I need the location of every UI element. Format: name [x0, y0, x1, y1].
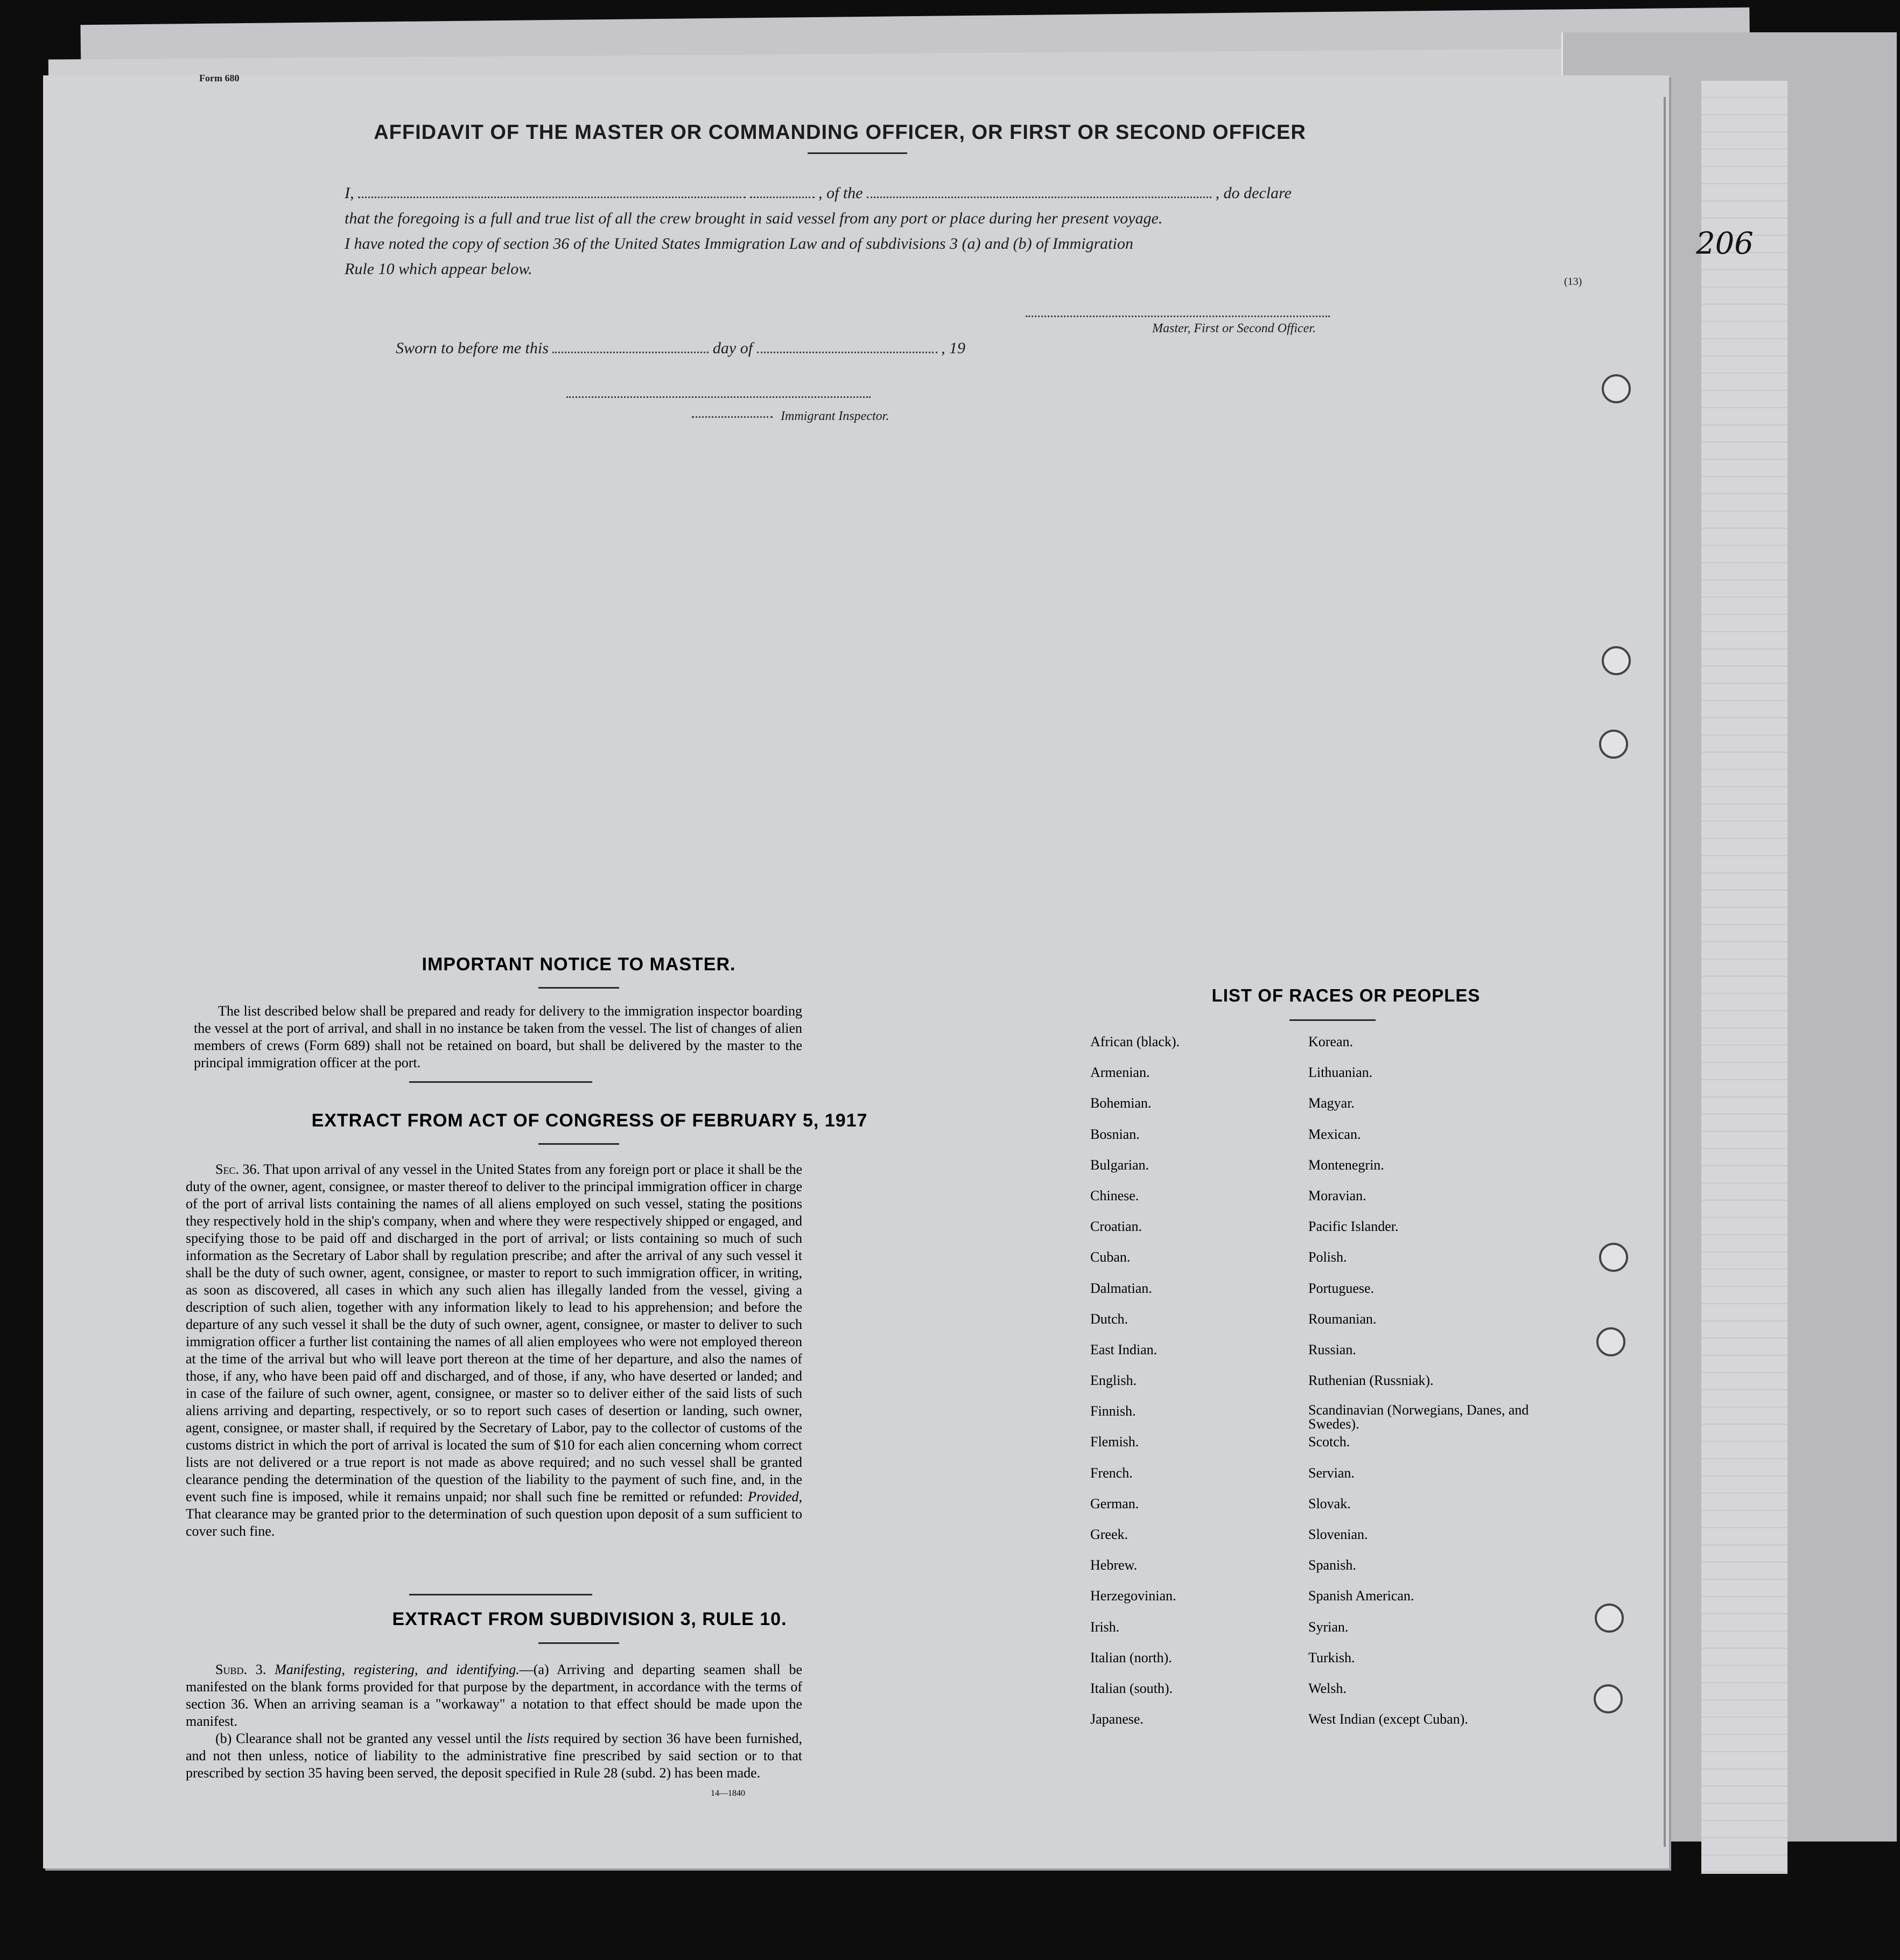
- race-item: Roumanian.: [1308, 1311, 1377, 1327]
- race-item: Spanish American.: [1308, 1588, 1414, 1604]
- race-item: Servian.: [1308, 1465, 1355, 1481]
- fold-line: [1664, 97, 1666, 1847]
- rule-title: EXTRACT FROM SUBDIVISION 3, RULE 10.: [392, 1609, 787, 1629]
- affidavit-text: [345, 180, 1368, 282]
- race-item: Pacific Islander.: [1308, 1219, 1399, 1235]
- race-item: Ruthenian (Russniak).: [1308, 1373, 1434, 1389]
- sworn-day-blank[interactable]: [552, 348, 709, 353]
- inspector-label: Immigrant Inspector.: [781, 409, 889, 423]
- race-item: Turkish.: [1308, 1649, 1355, 1665]
- race-item: Chinese.: [1090, 1187, 1139, 1203]
- race-item: Flemish.: [1090, 1434, 1139, 1450]
- rule-subd-label: Subd. 3.: [215, 1662, 267, 1677]
- act-body-end: That clearance may be granted prior to the determination of such question upon deposit of a sum sufficient to cover such fine.: [186, 1506, 802, 1539]
- binder-hole: [1596, 1327, 1625, 1356]
- master-label: Master, First or Second Officer.: [1152, 321, 1316, 335]
- rule-lists-word: lists: [527, 1731, 549, 1746]
- form-number: Form 680: [199, 73, 240, 83]
- binder-hole: [1602, 374, 1631, 403]
- inspector-signature-blank[interactable]: [566, 393, 871, 398]
- rule-a-text: —(a) Arriving and departing seamen shall be manifested on the blank forms provided for that purpose by the department, in accordance with the terms of section 36. When an arriving seaman is a "workaway" a notation to that effect should be made upon the manifest.: [186, 1662, 803, 1729]
- race-item: Finnish.: [1090, 1403, 1136, 1419]
- rule-text: [186, 1661, 802, 1782]
- sworn-month-blank[interactable]: [757, 348, 937, 353]
- affidavit-line-2: that the foregoing is a full and true list of all the crew brought in said vessel from any port or place during her present voyage.: [345, 209, 1163, 227]
- name-blank-2[interactable]: [750, 193, 815, 198]
- binder-hole: [1602, 646, 1631, 675]
- race-item: Welsh.: [1308, 1680, 1347, 1696]
- act-title: EXTRACT FROM ACT OF CONGRESS OF FEBRUARY 5, 1917: [311, 1110, 868, 1131]
- race-item: Italian (north).: [1090, 1649, 1172, 1665]
- rule-subd-heading: Manifesting, registering, and identifying.: [275, 1662, 520, 1677]
- binder-hole: [1599, 1243, 1628, 1272]
- act-body: That upon arrival of any vessel in the United States from any foreign port or place it shall be the duty of the owner, agent, consignee, or master thereof to deliver to the principal immigration officer in charge of the port of arrival lists containing the names of all aliens employed on such vessel, stating the positions they respectively hold in the ship's company, when and where they were respectively shipped or engaged, and specifying those to be paid off and discharged in the port of arrival; or lists containing so much of such information as the Secretary of Labor shall by regulation prescribe; and after the arrival of any such vessel it shall be the duty of such owner, agent, consignee, or master to report to such immigration officer, in writing, as soon as discovered, all cases in which any such alien has illegally landed from the vessel, giving a description of such alien, together with any information likely to lead to his apprehension; and before the departure of any such vessel it shall be the duty of such owner, agent, consignee, or master to deliver to such immigration officer a further list containing the names of all alien employees who were not employed thereon at the time of the arrival but who will leave port thereon at the time of her departure, and also the names of those, if any, who have been paid off and discharged, and of those, if any, who have deserted or landed; and in case of the failure of such owner, agent, consignee, or master so to deliver either of the said lists of such aliens arriving and departing, respectively, or so to report such cases of desertion or landing, such owner, agent, consignee, or master shall, if required by the Secretary of Labor, pay to the collector of customs of the customs district in which the port of arrival is located the sum of $10 for each alien concerning whom correct lists are not delivered or a true report is not made as above required; and no such vessel shall be granted clearance pending the determination of the question of the liability to the payment of such fine, and, in the event such fine is imposed, while it remains unpaid; nor shall such fine be remitted or refunded:: [186, 1161, 803, 1504]
- binder-hole: [1594, 1684, 1623, 1713]
- affidavit-line-4: Rule 10 which appear below.: [345, 260, 532, 278]
- race-item: English.: [1090, 1373, 1137, 1389]
- notice-title: IMPORTANT NOTICE TO MASTER.: [422, 954, 736, 975]
- race-item: Spanish.: [1308, 1557, 1356, 1573]
- race-item: Bohemian.: [1090, 1095, 1152, 1111]
- race-item: African (black).: [1090, 1034, 1180, 1049]
- race-item: Magyar.: [1308, 1095, 1355, 1111]
- races-title: LIST OF RACES OR PEOPLES: [1211, 985, 1481, 1005]
- affidavit-i: I,: [345, 184, 354, 202]
- notice-rule: [538, 987, 619, 989]
- binder-hole: [1595, 1604, 1624, 1633]
- title-rule: [808, 152, 907, 154]
- sworn-day-label: day of: [712, 339, 753, 357]
- race-item: Montenegrin.: [1308, 1157, 1384, 1173]
- race-item: Croatian.: [1090, 1219, 1142, 1235]
- master-signature-blank[interactable]: [1026, 312, 1330, 317]
- affidavit-of-the: , of the: [818, 184, 863, 202]
- race-item: Portuguese.: [1308, 1280, 1375, 1296]
- race-item: Russian.: [1308, 1341, 1356, 1357]
- race-item: Mexican.: [1308, 1126, 1361, 1142]
- race-item: Italian (south).: [1090, 1680, 1173, 1696]
- race-item: Bosnian.: [1090, 1126, 1140, 1142]
- race-item: Herzegovinian.: [1090, 1588, 1176, 1604]
- race-item: Armenian.: [1090, 1065, 1150, 1081]
- race-item: Korean.: [1308, 1034, 1354, 1049]
- race-item: French.: [1090, 1465, 1133, 1481]
- race-item: Japanese.: [1090, 1711, 1144, 1727]
- print-code: 14—1840: [711, 1789, 745, 1798]
- inspector-blank-2[interactable]: [692, 413, 773, 418]
- race-item: Bulgarian.: [1090, 1157, 1149, 1173]
- race-item: Slovenian.: [1308, 1527, 1368, 1542]
- section-rule: [409, 1081, 592, 1083]
- race-item: Dalmatian.: [1090, 1280, 1152, 1296]
- act-section-label: Sec. 36.: [215, 1161, 261, 1177]
- race-item: Syrian.: [1308, 1619, 1349, 1635]
- rule-b-text-2: required by section 36 have been furnished, and not then unless, notice of liability to the administrative fine prescribed by said section or to that prescribed by section 35 having been served, the deposit specified in Rule 28 (subd. 2) has been made.: [186, 1731, 803, 1781]
- act-provided: Provided,: [748, 1489, 802, 1504]
- race-item: Cuban.: [1090, 1249, 1131, 1265]
- affidavit-line-3: I have noted the copy of section 36 of the United States Immigration Law and of subdivisions 3 (a) and (b) of Immigration: [345, 235, 1133, 253]
- races-left-column: [1090, 1034, 1306, 1742]
- affidavit-title: AFFIDAVIT OF THE MASTER OR COMMANDING OFFICER, OR FIRST OR SECOND OFFICER: [374, 121, 1306, 144]
- race-item: Irish.: [1090, 1619, 1120, 1635]
- race-item: Slovak.: [1308, 1495, 1351, 1511]
- race-item: Moravian.: [1308, 1187, 1366, 1203]
- race-item: Hebrew.: [1090, 1557, 1138, 1573]
- notice-text: The list described below shall be prepared and ready for delivery to the immigration inspector boarding the vessel at the port of arrival, and shall in no instance be taken from the vessel. The list of changes of alien members of crews (Form 689) shall not be retained on board, but shall be delivered by the master to the principal immigration officer at the port.: [194, 1003, 802, 1070]
- sworn-line: [396, 339, 965, 358]
- section-rule: [409, 1594, 592, 1595]
- race-item: East Indian.: [1090, 1341, 1158, 1357]
- race-item: German.: [1090, 1495, 1139, 1511]
- race-item: Greek.: [1090, 1527, 1128, 1542]
- name-blank[interactable]: [358, 193, 746, 198]
- rule-b-text: (b) Clearance shall not be granted any vessel until the: [215, 1731, 523, 1746]
- races-rule: [1289, 1019, 1376, 1021]
- race-item: Dutch.: [1090, 1311, 1128, 1327]
- race-item: Lithuanian.: [1308, 1065, 1373, 1081]
- race-item: Polish.: [1308, 1249, 1347, 1265]
- sheet-number: 206: [1696, 226, 1754, 261]
- act-rule: [538, 1143, 619, 1145]
- rule-title-rule: [538, 1642, 619, 1644]
- race-item: Scotch.: [1308, 1434, 1350, 1450]
- race-item: West Indian (except Cuban).: [1308, 1711, 1468, 1727]
- item-number: (13): [1564, 276, 1582, 288]
- affidavit-declare: , do declare: [1215, 184, 1292, 202]
- binder-hole: [1599, 730, 1628, 759]
- sworn-prefix: Sworn to before me this: [396, 339, 549, 357]
- vessel-blank[interactable]: [867, 193, 1211, 198]
- race-item: Scandinavian (Norwegians, Danes, and Swedes).: [1308, 1402, 1529, 1432]
- act-text: [186, 1161, 802, 1540]
- sworn-year-label: , 19: [941, 339, 966, 357]
- ledger-stub: [1701, 81, 1787, 1874]
- races-right-column: [1308, 1034, 1534, 1742]
